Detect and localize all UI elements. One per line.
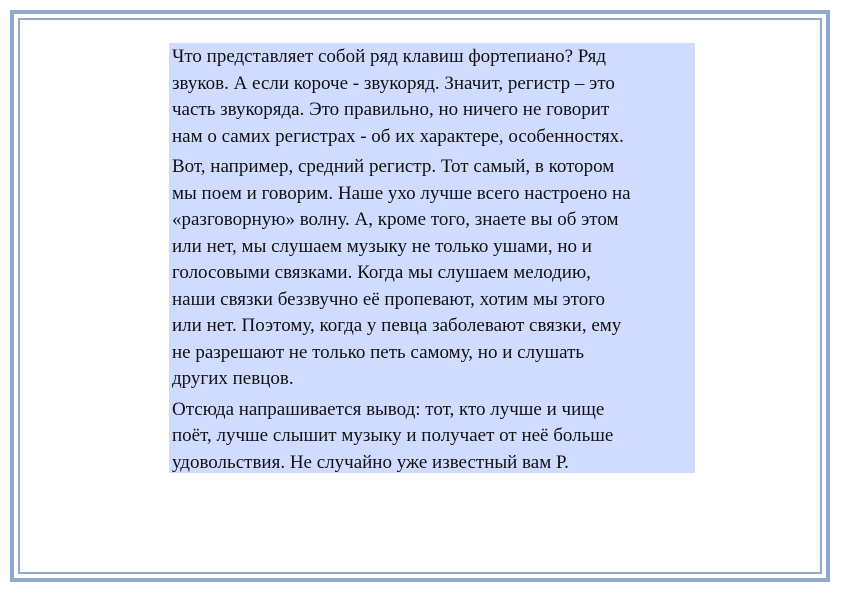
paragraph-1 <box>172 44 693 150</box>
text-line: «разговорную» волну. А, кроме того, знаете вы об этом <box>172 209 619 230</box>
text-line: звуков. А если короче - звукоряд. Значит, регистр – это <box>172 72 615 94</box>
text-line: Вот, например, средний регистр. Тот самый, в котором <box>172 156 615 177</box>
text-line: наши связки беззвучно её пропевают, хотим мы этого <box>172 288 606 310</box>
text-line: голосовыми связками. Когда мы слушаем мелодию, <box>172 262 591 283</box>
text-line: других певцов. <box>172 368 294 389</box>
text-line: Отсюда напрашивается вывод: тот, кто лучше и чище <box>172 398 605 420</box>
text-line: Что представляет собой ряд клавиш фортепиано? Ряд <box>172 46 607 67</box>
text-line: не разрешают не только петь самому, но и слушать <box>172 341 585 363</box>
text-line: мы поем и говорим. Наше ухо лучше всего настроено на <box>172 182 631 204</box>
paragraph-2 <box>172 154 693 393</box>
text-block <box>169 43 695 473</box>
paragraph-3 <box>172 397 693 477</box>
text-line: поёт, лучше слышит музыку и получает от неё больше <box>172 425 614 446</box>
text-line: или нет, мы слушаем музыку не только ушами, но и <box>172 235 592 257</box>
text-line: или нет. Поэтому, когда у певца заболевают связки, ему <box>172 315 622 336</box>
text-line: часть звукоряда. Это правильно, но ничего не говорит <box>172 99 610 120</box>
text-line: нам о самих регистрах - об их характере, особенностях. <box>172 125 624 147</box>
text-line: удовольствия. Не случайно уже известный вам Р. <box>172 451 569 473</box>
